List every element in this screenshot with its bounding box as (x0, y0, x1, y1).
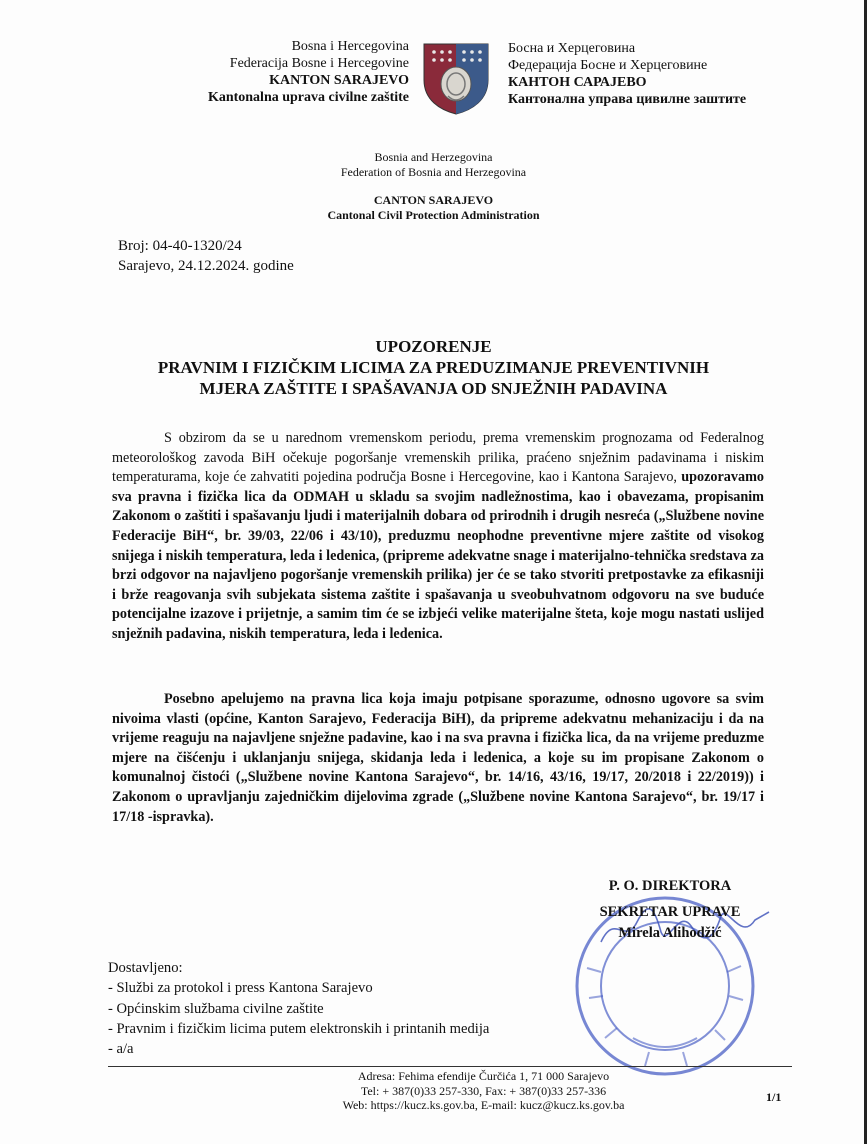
signature-role: P. O. DIREKTORA (608, 878, 732, 894)
paragraph-1-bold: upozoravamo sva pravna i fizička lica da ODMAH u skladu sa svojim nadležnostima, kao i obavezama, propisanim Zakonom o zaštiti i spašavanju ljudi i materijalnih dobara od prirodnih i drugih nesreća („Službene novine Federacije BiH“, br. 39/03, 22/06 i 43/10), preduzmu neophodne preventivne mjere zaštite od visokog snijega i niskih temperatura, leda i ledenica, (pripreme adekvatne snage i materijalno-tehnička sredstava za brzi odgovor na najavljeno pogoršanje vremenskih prilika) jer će se tako stvoriti pretpostavke za efikasniji i brže reagovanja svih subjekata sistema zaštite i spašavanja u sveobuhvatnom odgovoru na sve buduće potencijalne izazove i prijetnje, a samim tim će se izbjeći velike materijalne šteta, koje mogu nastati uslijed snježnih padavina, niskih temperatura, leda i ledenica. (112, 469, 764, 642)
header-canton-en: CANTON SARAJEVO (373, 193, 494, 207)
document-number: Broj: 04-40-1320/24 (118, 238, 242, 254)
header-country-en: Bosnia and Herzegovina (374, 150, 493, 164)
header-federation: Federacija Bosne i Hercegovine (229, 56, 409, 71)
title-line-1: UPOZORENJE (375, 337, 492, 356)
header-english (0, 150, 867, 223)
header-federation-en: Federation of Bosnia and Herzegovina (340, 165, 527, 179)
header-canton: KANTON SARAJEVO (269, 73, 409, 88)
footer-divider (108, 1066, 792, 1067)
page-number: 1/1 (766, 1090, 782, 1104)
header-administration-en: Cantonal Civil Protection Administration (327, 208, 540, 222)
header-administration: Kantonalna uprava civilne zaštite (207, 90, 409, 105)
canton-sarajevo-crest-icon (420, 40, 492, 116)
title-line-3: MJERA ZAŠTITE I SPAŠAVANJA OD SNJEŽNIH PADAVINA (199, 379, 668, 398)
document-meta (118, 236, 294, 276)
document-title (0, 336, 867, 399)
paragraph-1-normal: S obzirom da se u narednom vremenskom periodu, prema vremenskim prognozama od Federalnog meteorološkog zavoda BiH očekuje pogoršanje vremenskih prilika, praćeno snježnim padavinama i niskim temperaturama, koje će zahvatiti pojedina područja Bosne i Hercegovine, kao i Kantona Sarajevo, (112, 430, 764, 486)
header-administration-cyrillic: Кантонална управа цивилне заштите (508, 92, 747, 107)
document-date: Sarajevo, 24.12.2024. godine (118, 258, 294, 274)
footer (0, 1069, 867, 1113)
header-country: Bosna i Hercegovina (291, 39, 409, 54)
distribution-list (108, 958, 489, 1059)
footer-web: Web: https://kucz.ks.gov.ba, E-mail: kucz@kucz.ks.gov.ba (342, 1098, 625, 1112)
paragraph-1 (112, 429, 764, 645)
footer-address: Adresa: Fehima efendije Čurčića 1, 71 000 Sarajevo (357, 1069, 610, 1083)
signature-name: Mirela Alihodžić (618, 925, 722, 941)
distribution-item: - Općinskim službama civilne zaštite (108, 1000, 324, 1017)
header-canton-cyrillic: КАНТОН САРАЈЕВО (508, 75, 647, 90)
distribution-item: - Pravnim i fizičkim licima putem elektronskih i printanih medija (108, 1020, 490, 1037)
header-country-cyrillic: Босна и Херцеговина (508, 41, 636, 56)
paragraph-2-bold: Posebno apelujemo na pravna lica koja imaju potpisane sporazume, odnosno ugovore sa svim nivoima vlasti (općine, Kanton Sarajevo, Federacija BiH), da pripreme adekvatnu mehanizaciju i da na vrijeme reaguju na najavljene snježne padavine, kao i na sva pravna i fizička lica, da na vrijeme preduzme mjere na čišćenju i uklanjanju snijega, skidanja leda i ledenica, a koje su im propisane Zakonom o komunalnoj čistoći („Službene novine Kantona Sarajevo“, br. 14/16, 43/16, 19/17, 20/2018 i 22/2019)) i Zakonom o upravljanju zajedničkim dijelovima zgrade („Službene novine Kantona Sarajevo“, br. 19/17 i 17/18 -ispravka). (112, 691, 764, 825)
header-latin (208, 38, 409, 106)
title-line-2: PRAVNIM I FIZIČKIM LICIMA ZA PREDUZIMANJE PREVENTIVNIH (157, 358, 710, 377)
signature-block (540, 876, 800, 944)
distribution-item: - a/a (108, 1041, 134, 1058)
distribution-item: - Službi za protokol i press Kantona Sarajevo (108, 980, 373, 997)
signature-title: SEKRETAR UPRAVE (599, 904, 741, 920)
paragraph-2 (112, 690, 764, 827)
distribution-heading: Dostavljeno: (108, 960, 183, 976)
footer-phone: Tel: + 387(0)33 257-330, Fax: + 387(0)33 257-336 (360, 1083, 607, 1098)
header-federation-cyrillic: Федерација Босне и Херцеговине (508, 58, 708, 73)
header-cyrillic (508, 40, 746, 108)
